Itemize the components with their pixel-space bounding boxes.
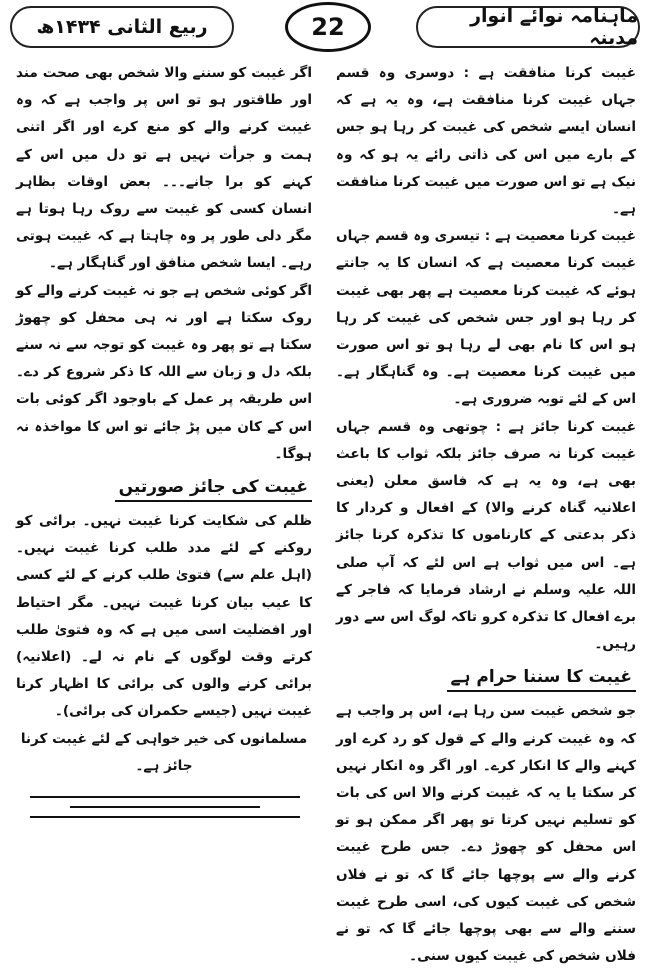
paragraph: [336, 60, 636, 223]
paragraph-lead: غیبت کرنا جائز ہے :: [495, 418, 636, 435]
end-divider-bottom: [30, 816, 300, 818]
paragraph-text: ظلم کی شکایت کرنا غیبت نہیں۔ برائی کو روکنے کے لئے مدد طلب کرنا غیبت نہیں۔ (اہل علم سے) فتویٰ طلب کرنے کے لئے کسی کا عیب بیان کرنا غیبت نہیں۔ مگر احتیاط اور افضلیت اسی میں ہے کہ وہ فتویٰ طلب کرتے وقت لوگوں کے نام نہ لے۔ (اعلانیہ) برائی کرنے والوں کی برائی کا اظہار کرنا غیبت نہیں (جیسے حکمران کی برائی)۔: [16, 513, 312, 720]
paragraph: [336, 698, 636, 970]
left-column: [16, 60, 312, 780]
page-number: 22: [285, 2, 371, 52]
paragraph: [16, 60, 312, 278]
end-divider-top: [30, 796, 300, 798]
paragraph-text: چوتھی وہ قسم جہاں غیبت کرنا نہ صرف جائز بلکہ ثواب کا باعث بھی ہے، وہ یہ ہے کہ فاسق معلن (یعنی اعلانیہ گناہ کرنے والا) کے افعال و کردار کا ذکر بدعتی کے کارناموں کا تذکرہ کرنا جائز ہے۔ اس میں ثواب ہے اس لئے کہ آپ صلی اللہ علیہ وسلم نے ارشاد فرمایا کہ فاجر کے برے افعال کا تذکرہ کرو تاکہ لوگ اس سے دور رہیں۔: [336, 418, 636, 653]
issue-date: ربیع الثانی ۱۴۳۴ھ: [10, 6, 234, 48]
paragraph: [16, 278, 312, 468]
magazine-title: ماہنامہ نوائے انوار مدینہ: [416, 6, 640, 48]
paragraph: [16, 508, 312, 726]
paragraph-text: اگر کوئی شخص ہے جو نہ غیبت کرنے والے کو روک سکتا ہے اور نہ ہی محفل کو چھوڑ سکتا ہے تو پھر وہ غیبت کو توجہ سے نہ سنے بلکہ دل و زبان سے اللہ کا ذکر شروع کر دے۔ اس طریقہ پر عمل کے باوجود اگر کوئی بات اس کے کان میں پڑ جائے تو اس کا مواخذہ نہ ہوگا۔: [16, 282, 312, 462]
section-heading: غیبت کا سننا حرام ہے: [447, 664, 636, 692]
paragraph: [336, 414, 636, 659]
paragraph-text: مسلمانوں کی خیر خواہی کے لئے غیبت کرنا جائز ہے۔: [20, 730, 308, 774]
paragraph-lead: غیبت کرنا منافقت ہے :: [463, 65, 636, 81]
right-column: [336, 60, 636, 971]
paragraph: [16, 726, 312, 780]
paragraph: [336, 223, 636, 413]
paragraph-lead: غیبت کرنا معصیت ہے :: [484, 228, 636, 245]
end-divider-mid: [70, 806, 260, 808]
paragraph-text: اگر غیبت کو سننے والا شخص بھی صحت مند اور طاقتور ہو تو اس پر واجب ہے کہ وہ غیبت کرنے والے کو منع کرے اور اگر اتنی ہمت و جرأت نہیں ہے تو دل میں اس کے کہنے کو برا جانے۔۔۔ بعض اوقات بظاہر انسان کسی کو غیبت سے روک رہا ہوتا ہے مگر دلی طور پر وہ چاہتا ہے کہ غیبت ہوتی رہے۔ ایسا شخص منافق اور گناہگار ہے۔: [16, 65, 312, 272]
section-heading: غیبت کی جائز صورتیں: [115, 474, 312, 502]
paragraph-text: جو شخص غیبت سن رہا ہے، اس پر واجب ہے کہ وہ غیبت کرنے والے کے قول کو رد کرے اور کہنے والے کا انکار کرے۔ اور اگر وہ انکار نہیں کر سکتا یا یہ کہ غیبت کرنے والا اس کی بات کو تسلیم نہیں کرتا تو پھر اگر ممکن ہو تو اس محفل کو چھوڑ دے۔ جس طرح غیبت کرنے والے سے پوچھا جائے گا کہ تو نے فلاں شخص کی غیبت کیوں کی، اسی طرح غیبت سننے والے سے بھی پوچھا جائے گا کہ تو نے فلاں شخص کی غیبت کیوں سنی۔: [336, 703, 636, 965]
page-header: [4, 2, 646, 52]
paragraph-text: تیسری وہ قسم جہاں غیبت کرنا معصیت ہے کہ انسان کا یہ جانتے ہوئے کہ غیبت کرنا معصیت ہے پھر بھی غیبت کر رہا ہو اور جس شخص کی غیبت کر رہا ہو اس کا نام بھی لے رہا ہو تو اس صورت میں غیبت کرنا معصیت ہے۔ وہ گناہگار ہے۔ اس کے لئے توبہ ضروری ہے۔: [336, 228, 636, 408]
paragraph-text: دوسری وہ قسم جہاں غیبت کرنا منافقت ہے، وہ یہ ہے کہ انسان ایسے شخص کی غیبت کر رہا ہو جس کے بارے میں اس کی ذاتی رائے یہ ہو کہ وہ نیک ہے تو اس صورت میں غیبت کرنا منافقت ہے۔: [336, 65, 636, 218]
